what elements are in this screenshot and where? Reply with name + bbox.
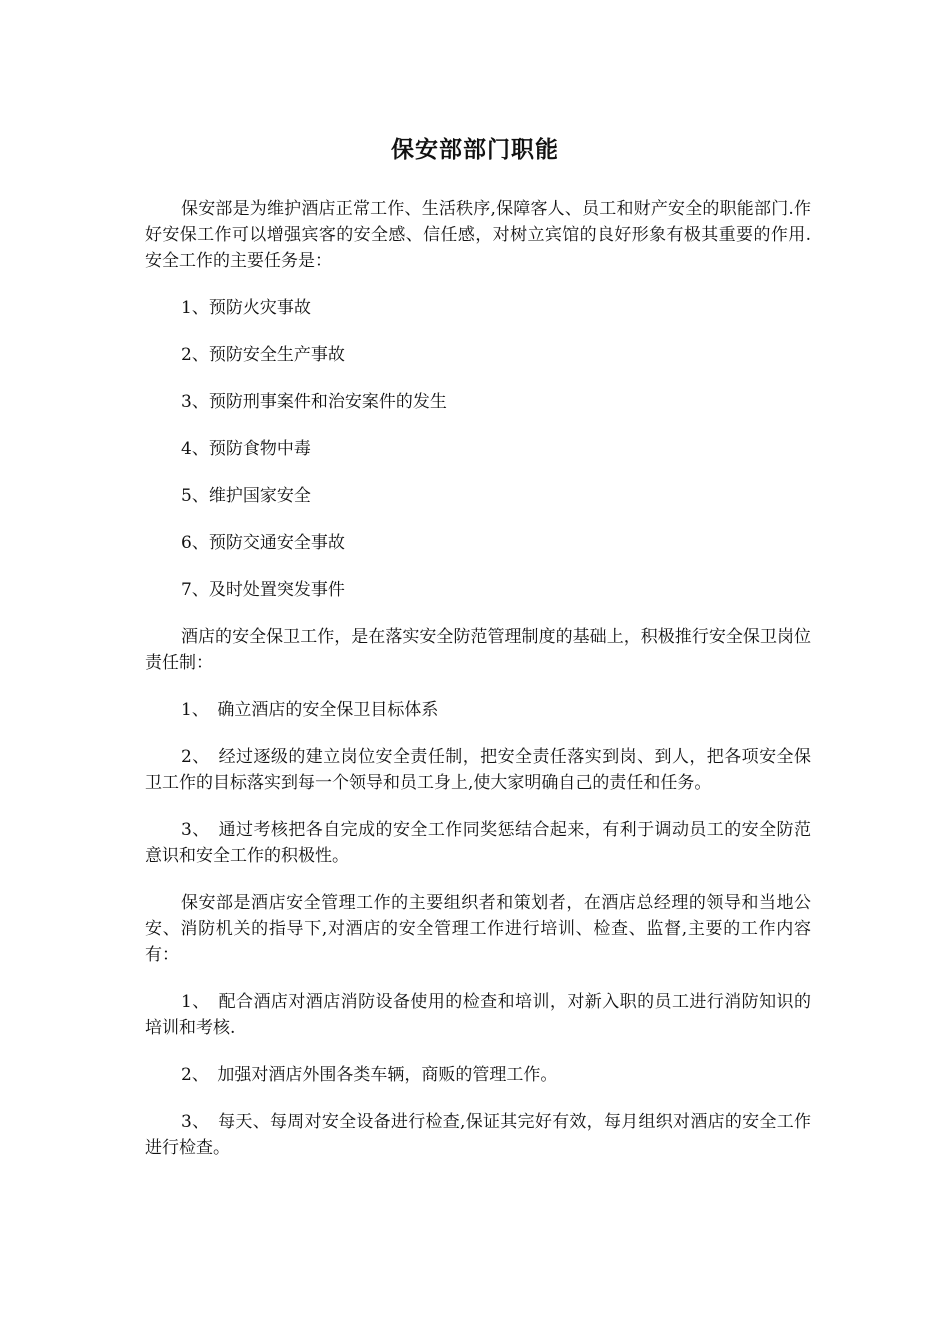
responsibility-list xyxy=(145,697,811,869)
document-body xyxy=(145,196,811,1161)
responsibility-intro-paragraph: 酒店的安全保卫工作，是在落实安全防范管理制度的基础上，积极推行安全保卫岗位责任制： xyxy=(145,627,811,673)
list-item: 5、维护国家安全 xyxy=(181,486,311,506)
list-item: 2、 经过逐级的建立岗位安全责任制，把安全责任落实到岗、到人，把各项安全保卫工作的目标落实到每一个领导和员工身上,使大家明确自己的责任和任务。 xyxy=(145,747,811,793)
list-item: 2、预防安全生产事故 xyxy=(181,345,345,365)
document-title: 保安部部门职能 xyxy=(391,136,559,163)
intro-paragraph: 保安部是为维护酒店正常工作、生活秩序,保障客人、员工和财产安全的职能部门.作好安保工作可以增强宾客的安全感、信任感，对树立宾馆的良好形象有极其重要的作用.安全工作的主要任务是： xyxy=(145,199,811,271)
list-item: 6、预防交通安全事故 xyxy=(181,533,345,553)
list-item: 1、预防火灾事故 xyxy=(181,298,311,318)
duties-list xyxy=(145,989,811,1161)
main-tasks-list xyxy=(145,295,811,603)
list-item: 2、 加强对酒店外围各类车辆，商贩的管理工作。 xyxy=(181,1065,558,1085)
list-item: 4、预防食物中毒 xyxy=(181,439,311,459)
list-item: 3、 通过考核把各自完成的安全工作同奖惩结合起来，有利于调动员工的安全防范意识和安全工作的积极性。 xyxy=(145,820,811,866)
list-item: 1、 配合酒店对酒店消防设备使用的检查和培训，对新入职的员工进行消防知识的培训和考核. xyxy=(145,992,811,1038)
duties-intro-paragraph: 保安部是酒店安全管理工作的主要组织者和策划者，在酒店总经理的领导和当地公安、消防机关的指导下,对酒店的安全管理工作进行培训、检查、监督,主要的工作内容有： xyxy=(145,893,811,965)
list-item: 3、 每天、每周对安全设备进行检查,保证其完好有效，每月组织对酒店的安全工作进行检查。 xyxy=(145,1112,811,1158)
list-item: 1、 确立酒店的安全保卫目标体系 xyxy=(181,700,439,720)
list-item: 3、预防刑事案件和治安案件的发生 xyxy=(181,392,447,412)
list-item: 7、及时处置突发事件 xyxy=(181,580,345,600)
